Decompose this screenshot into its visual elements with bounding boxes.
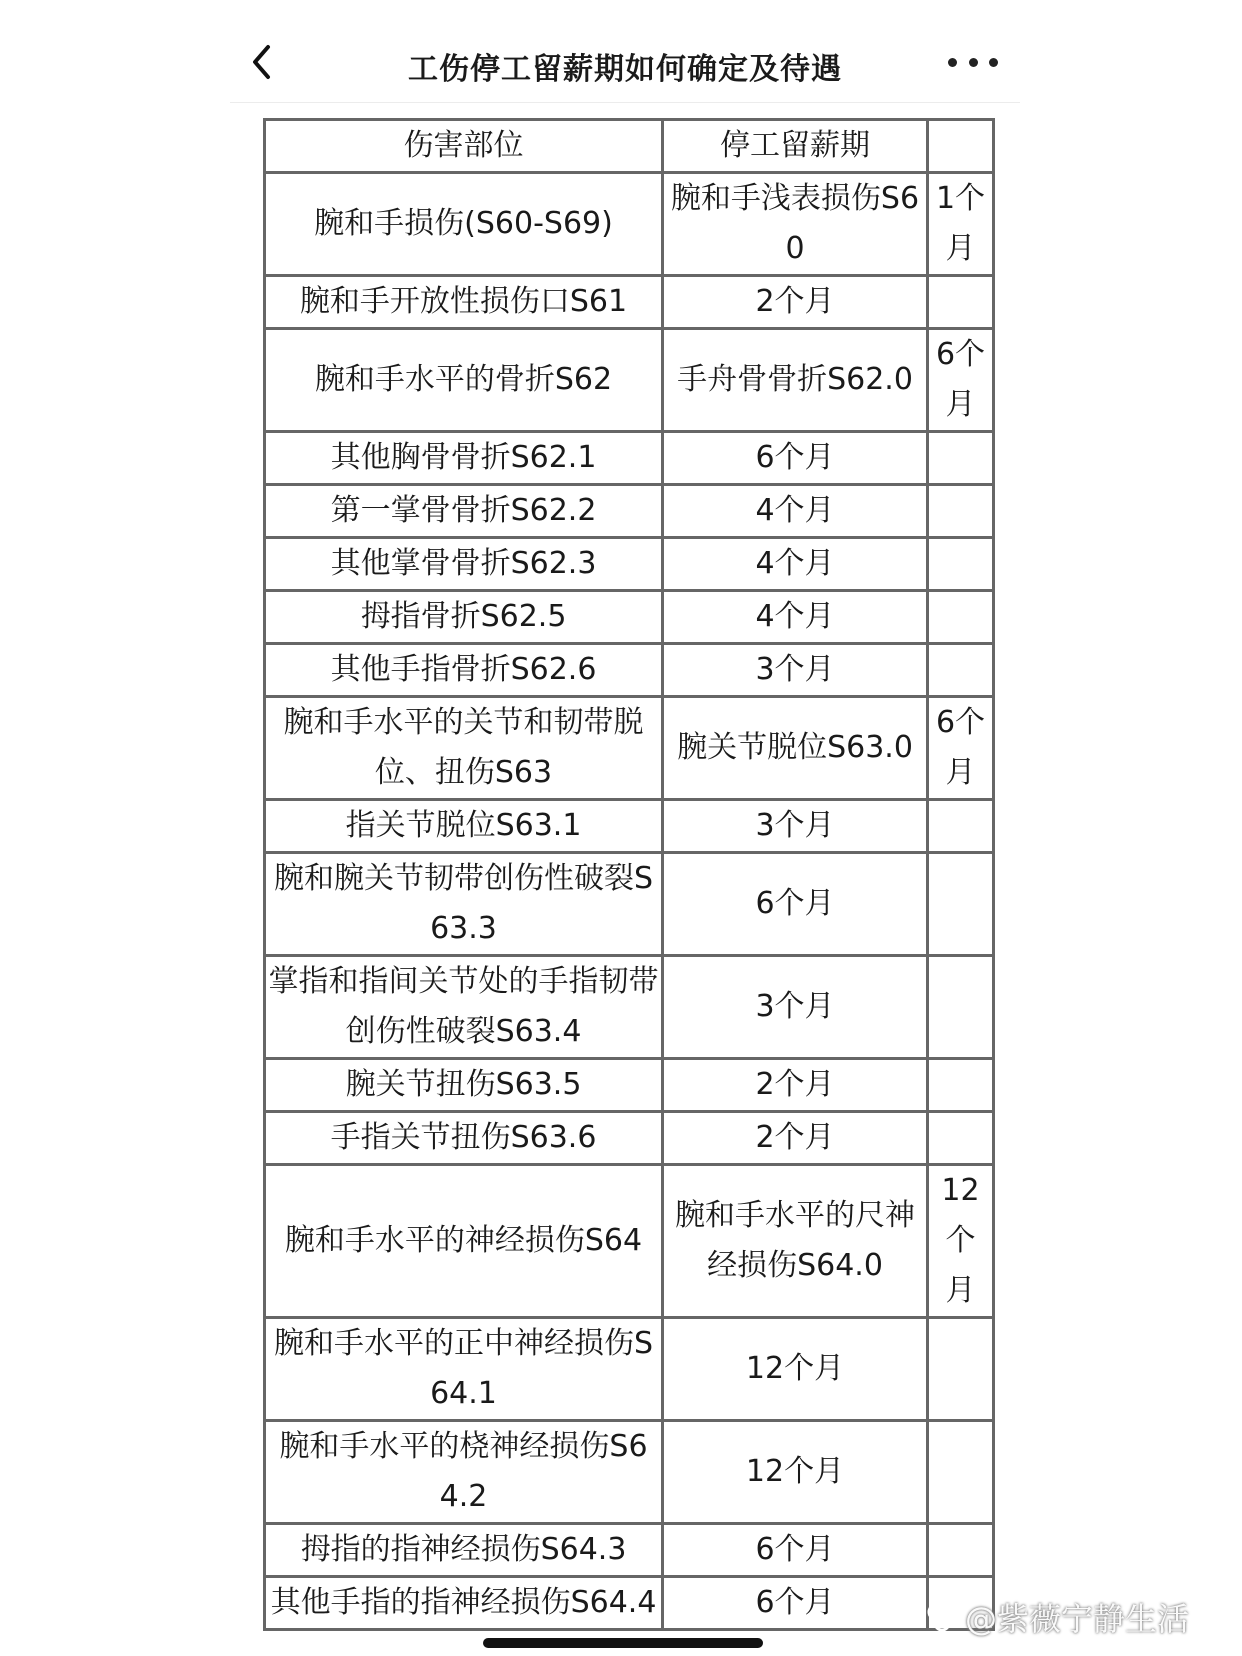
table-row xyxy=(265,644,994,697)
home-indicator-bar[interactable] xyxy=(483,1638,763,1648)
cell-extra xyxy=(928,1059,994,1112)
cell-injury-site: 其他掌骨骨折S62.3 xyxy=(265,538,663,591)
cell-extra xyxy=(928,1112,994,1165)
cell-injury-site: 腕和腕关节韧带创伤性破裂S63.3 xyxy=(265,853,663,956)
cell-leave-period: 6个月 xyxy=(663,1524,928,1577)
more-options-button[interactable] xyxy=(948,44,998,80)
top-navigation-bar xyxy=(230,30,1020,103)
cell-leave-period: 4个月 xyxy=(663,591,928,644)
cell-extra: 1个月 xyxy=(928,173,994,276)
table-row xyxy=(265,329,994,432)
cell-leave-period: 2个月 xyxy=(663,276,928,329)
more-dot xyxy=(948,58,957,67)
watermark-text: @紫薇宁静生活 xyxy=(965,1600,1190,1638)
cell-extra xyxy=(928,1421,994,1524)
cell-injury-site: 腕和手开放性损伤口S61 xyxy=(265,276,663,329)
cell-extra xyxy=(928,591,994,644)
table-row xyxy=(265,432,994,485)
cell-leave-period: 3个月 xyxy=(663,644,928,697)
table-row xyxy=(265,956,994,1059)
table-row xyxy=(265,538,994,591)
more-dot xyxy=(989,58,998,67)
cell-extra xyxy=(928,485,994,538)
cell-leave-period: 6个月 xyxy=(663,853,928,956)
cell-injury-site: 腕和手损伤(S60-S69) xyxy=(265,173,663,276)
cell-leave-period: 2个月 xyxy=(663,1059,928,1112)
cell-injury-site: 其他手指骨折S62.6 xyxy=(265,644,663,697)
cell-injury-site: 拇指的指神经损伤S64.3 xyxy=(265,1524,663,1577)
cell-leave-period: 腕和手浅表损伤S60 xyxy=(663,173,928,276)
header-leave-period: 停工留薪期 xyxy=(663,120,928,173)
cell-leave-period: 3个月 xyxy=(663,800,928,853)
cell-extra: 6个月 xyxy=(928,697,994,800)
cell-extra xyxy=(928,1524,994,1577)
table-row xyxy=(265,485,994,538)
table-row xyxy=(265,276,994,329)
cell-leave-period: 6个月 xyxy=(663,1577,928,1630)
cell-injury-site: 第一掌骨骨折S62.2 xyxy=(265,485,663,538)
cell-injury-site: 手指关节扭伤S63.6 xyxy=(265,1112,663,1165)
table-row xyxy=(265,1318,994,1421)
cell-leave-period: 12个月 xyxy=(663,1318,928,1421)
cell-extra xyxy=(928,538,994,591)
table-body xyxy=(265,173,994,1630)
cell-injury-site: 拇指骨折S62.5 xyxy=(265,591,663,644)
cell-injury-site: 其他胸骨骨折S62.1 xyxy=(265,432,663,485)
injury-leave-table xyxy=(263,118,995,1631)
table-row xyxy=(265,1421,994,1524)
table-row xyxy=(265,1059,994,1112)
header-injury-site: 伤害部位 xyxy=(265,120,663,173)
cell-extra xyxy=(928,1318,994,1421)
table-row xyxy=(265,697,994,800)
cell-extra xyxy=(928,432,994,485)
cell-extra: 12个月 xyxy=(928,1165,994,1318)
cell-leave-period: 4个月 xyxy=(663,538,928,591)
cell-leave-period: 6个月 xyxy=(663,432,928,485)
cell-extra xyxy=(928,276,994,329)
table-row xyxy=(265,1165,994,1318)
table-row xyxy=(265,853,994,956)
cell-extra xyxy=(928,644,994,697)
page-title: 工伤停工留薪期如何确定及待遇 xyxy=(408,52,842,87)
cell-injury-site: 其他手指的指神经损伤S64.4 xyxy=(265,1577,663,1630)
cell-injury-site: 腕和手水平的正中神经损伤S64.1 xyxy=(265,1318,663,1421)
cell-leave-period: 12个月 xyxy=(663,1421,928,1524)
cell-leave-period: 腕和手水平的尺神经损伤S64.0 xyxy=(663,1165,928,1318)
cell-injury-site: 腕和手水平的关节和韧带脱位、扭伤S63 xyxy=(265,697,663,800)
cell-injury-site: 腕和手水平的桡神经损伤S64.2 xyxy=(265,1421,663,1524)
cell-extra: 6个月 xyxy=(928,329,994,432)
more-dot xyxy=(969,58,978,67)
cell-injury-site: 指关节脱位S63.1 xyxy=(265,800,663,853)
injury-leave-table-container xyxy=(263,118,995,1631)
cell-extra xyxy=(928,800,994,853)
watermark xyxy=(925,1594,1189,1640)
header-extra xyxy=(928,120,994,173)
table-row xyxy=(265,591,994,644)
cell-extra xyxy=(928,956,994,1059)
cell-injury-site: 腕和手水平的骨折S62 xyxy=(265,329,663,432)
table-row xyxy=(265,1112,994,1165)
cell-leave-period: 手舟骨骨折S62.0 xyxy=(663,329,928,432)
cell-extra xyxy=(928,853,994,956)
cell-injury-site: 腕关节扭伤S63.5 xyxy=(265,1059,663,1112)
cell-injury-site: 腕和手水平的神经损伤S64 xyxy=(265,1165,663,1318)
cell-leave-period: 3个月 xyxy=(663,956,928,1059)
table-row xyxy=(265,1577,994,1630)
brand-logo-icon xyxy=(925,1600,959,1634)
table-row xyxy=(265,800,994,853)
cell-injury-site: 掌指和指间关节处的手指韧带创伤性破裂S63.4 xyxy=(265,956,663,1059)
cell-leave-period: 2个月 xyxy=(663,1112,928,1165)
table-header-row xyxy=(265,120,994,173)
cell-leave-period: 腕关节脱位S63.0 xyxy=(663,697,928,800)
table-row xyxy=(265,173,994,276)
cell-leave-period: 4个月 xyxy=(663,485,928,538)
table-row xyxy=(265,1524,994,1577)
